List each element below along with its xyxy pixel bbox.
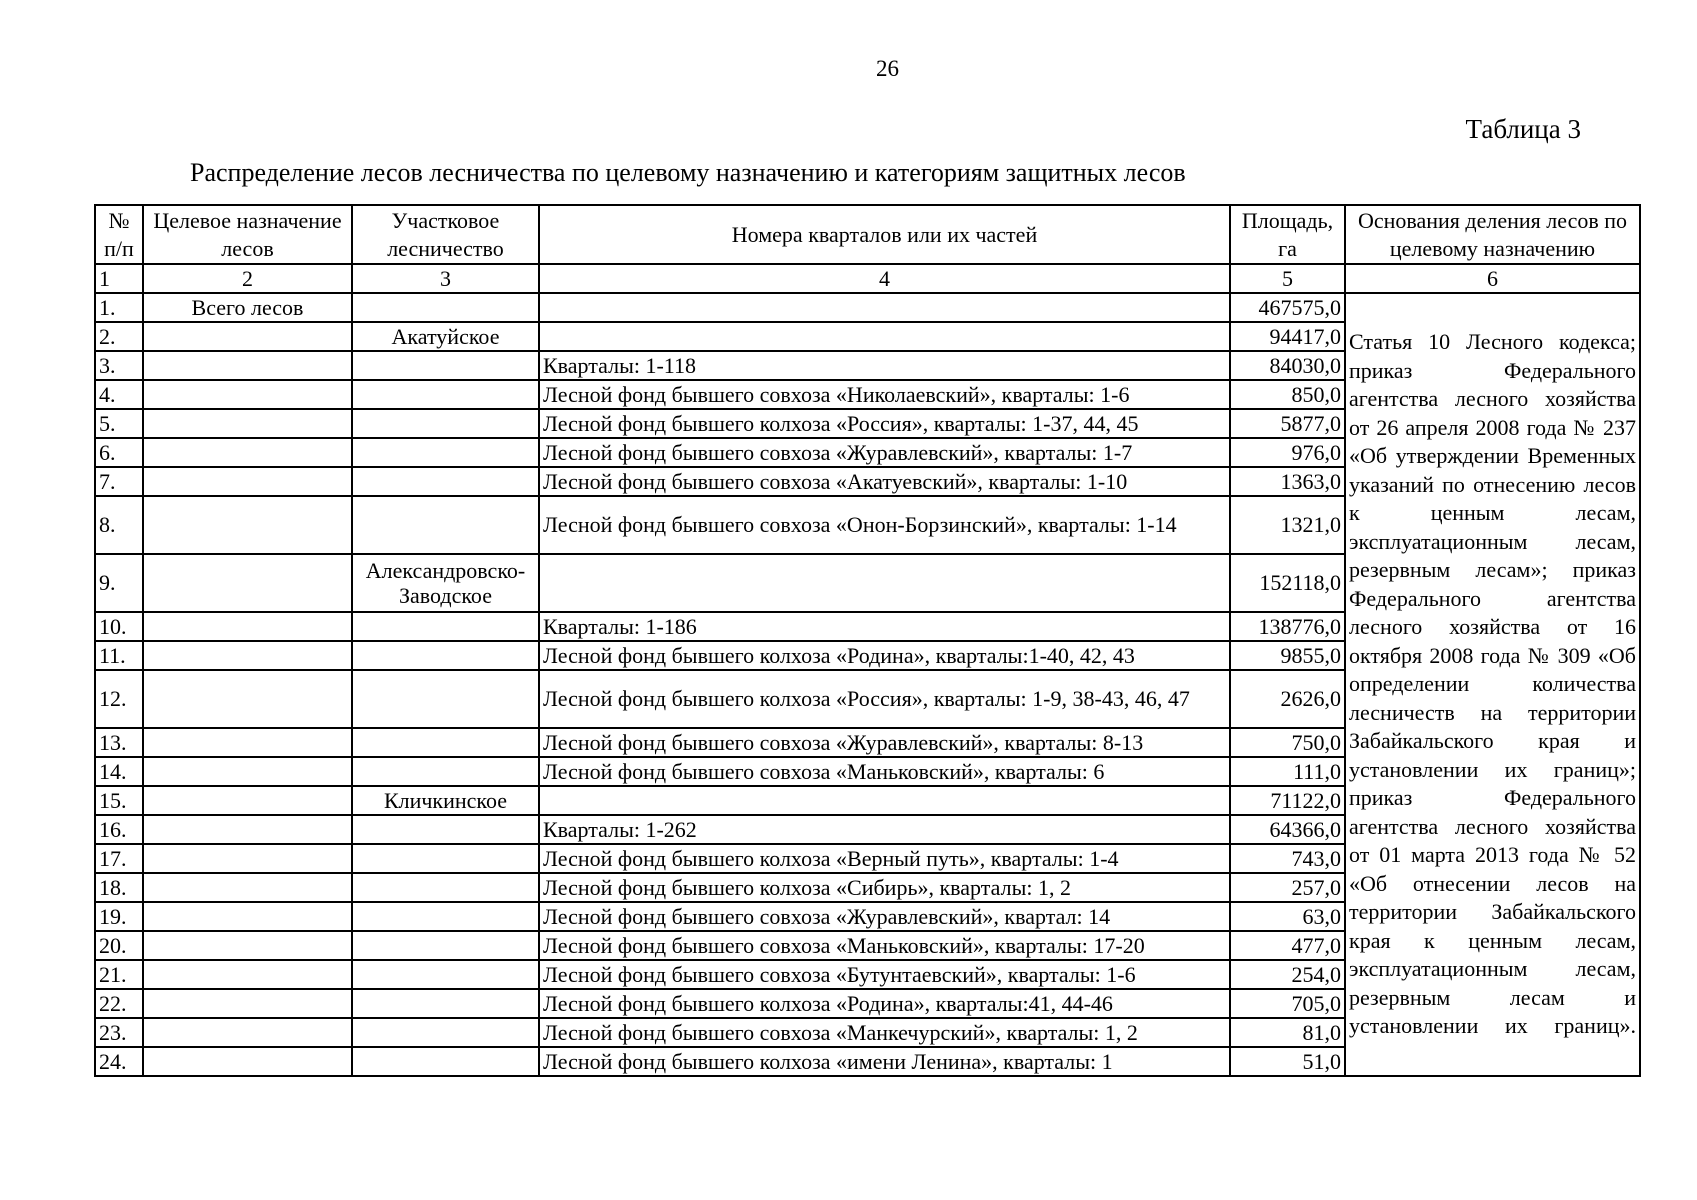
quarters-cell: Лесной фонд бывшего колхоза «Родина», кварталы:41, 44-46 xyxy=(539,989,1230,1018)
row-number-cell: 10. xyxy=(95,612,143,641)
district-cell xyxy=(352,815,539,844)
purpose-cell xyxy=(143,844,352,873)
district-cell xyxy=(352,380,539,409)
column-index-cell: 4 xyxy=(539,264,1230,293)
district-cell xyxy=(352,351,539,380)
purpose-cell xyxy=(143,815,352,844)
district-cell xyxy=(352,641,539,670)
district-cell xyxy=(352,293,539,322)
area-cell: 1363,0 xyxy=(1230,467,1345,496)
area-cell: 254,0 xyxy=(1230,960,1345,989)
purpose-cell xyxy=(143,873,352,902)
row-number-cell: 21. xyxy=(95,960,143,989)
purpose-cell xyxy=(143,554,352,612)
quarters-cell xyxy=(539,293,1230,322)
row-number-cell: 19. xyxy=(95,902,143,931)
district-cell xyxy=(352,902,539,931)
header-basis: Основания деления лесов по целевому назначению xyxy=(1345,205,1640,264)
row-number-cell: 18. xyxy=(95,873,143,902)
row-number-cell: 8. xyxy=(95,496,143,554)
purpose-cell xyxy=(143,351,352,380)
area-cell: 5877,0 xyxy=(1230,409,1345,438)
document-title: Распределение лесов лесничества по целевому назначению и категориям защитных лесов xyxy=(190,158,1186,187)
table-header-row xyxy=(95,205,1640,264)
row-number-cell: 1. xyxy=(95,293,143,322)
area-cell: 51,0 xyxy=(1230,1047,1345,1076)
area-cell: 81,0 xyxy=(1230,1018,1345,1047)
quarters-cell: Лесной фонд бывшего совхоза «Журавлевский», кварталы: 1-7 xyxy=(539,438,1230,467)
district-cell xyxy=(352,960,539,989)
quarters-cell: Лесной фонд бывшего совхоза «Манкечурский», кварталы: 1, 2 xyxy=(539,1018,1230,1047)
district-cell xyxy=(352,844,539,873)
purpose-cell xyxy=(143,757,352,786)
quarters-cell: Лесной фонд бывшего совхоза «Маньковский», кварталы: 6 xyxy=(539,757,1230,786)
district-cell xyxy=(352,728,539,757)
header-area: Площадь, га xyxy=(1230,205,1345,264)
quarters-cell: Лесной фонд бывшего совхоза «Бутунтаевский», кварталы: 1-6 xyxy=(539,960,1230,989)
purpose-cell xyxy=(143,496,352,554)
district-cell: Акатуйское xyxy=(352,322,539,351)
area-cell: 1321,0 xyxy=(1230,496,1345,554)
quarters-cell: Лесной фонд бывшего совхоза «Онон-Борзинский», кварталы: 1-14 xyxy=(539,496,1230,554)
table-label: Таблица 3 xyxy=(1465,114,1581,144)
area-cell: 257,0 xyxy=(1230,873,1345,902)
page-number: 26 xyxy=(876,56,899,81)
area-cell: 111,0 xyxy=(1230,757,1345,786)
quarters-cell: Лесной фонд бывшего колхоза «Сибирь», кварталы: 1, 2 xyxy=(539,873,1230,902)
area-cell: 976,0 xyxy=(1230,438,1345,467)
table-body xyxy=(95,264,1640,1076)
area-cell: 705,0 xyxy=(1230,989,1345,1018)
row-number-cell: 11. xyxy=(95,641,143,670)
district-cell xyxy=(352,1018,539,1047)
row-number-cell: 13. xyxy=(95,728,143,757)
district-cell xyxy=(352,873,539,902)
header-num: № п/п xyxy=(95,205,143,264)
quarters-cell: Лесной фонд бывшего колхоза «Верный путь», кварталы: 1-4 xyxy=(539,844,1230,873)
purpose-cell xyxy=(143,380,352,409)
area-cell: 467575,0 xyxy=(1230,293,1345,322)
quarters-cell: Лесной фонд бывшего совхоза «Акатуевский», кварталы: 1-10 xyxy=(539,467,1230,496)
row-number-cell: 17. xyxy=(95,844,143,873)
purpose-cell xyxy=(143,438,352,467)
district-cell xyxy=(352,1047,539,1076)
row-number-cell: 20. xyxy=(95,931,143,960)
district-cell xyxy=(352,757,539,786)
area-cell: 2626,0 xyxy=(1230,670,1345,728)
row-number-cell: 4. xyxy=(95,380,143,409)
quarters-cell xyxy=(539,786,1230,815)
district-cell: Кличкинское xyxy=(352,786,539,815)
district-cell xyxy=(352,496,539,554)
area-cell: 152118,0 xyxy=(1230,554,1345,612)
row-number-cell: 15. xyxy=(95,786,143,815)
row-number-cell: 22. xyxy=(95,989,143,1018)
header-district: Участковое лесничество xyxy=(352,205,539,264)
area-cell: 94417,0 xyxy=(1230,322,1345,351)
header-purpose: Целевое назначение лесов xyxy=(143,205,352,264)
row-number-cell: 16. xyxy=(95,815,143,844)
row-number-cell: 24. xyxy=(95,1047,143,1076)
column-index-row xyxy=(95,264,1640,293)
quarters-cell: Лесной фонд бывшего колхоза «имени Ленина», кварталы: 1 xyxy=(539,1047,1230,1076)
district-cell xyxy=(352,989,539,1018)
purpose-cell xyxy=(143,409,352,438)
quarters-cell: Лесной фонд бывшего колхоза «Родина», кварталы:1-40, 42, 43 xyxy=(539,641,1230,670)
table-row xyxy=(95,293,1640,322)
basis-cell: Статья 10 Лесного кодекса; приказ Федерального агентства лесного хозяйства от 26 апреля 2008 года № 237 «Об утверждении Временных указаний по отнесению лесов к ценным лесам, эксплуатационным лесам, резервным лесам»; приказ Федерального агентства лесного хозяйства от 16 октября 2008 года № 309 «Об определении количества лесничеств на территории Забайкальского края и установлении их границ»; приказ Федерального агентства лесного хозяйства от 01 марта 2013 года № 52 «Об отнесении лесов на территории Забайкальского края к ценным лесам, эксплуатационным лесам, резервным лесам и установлении их границ». xyxy=(1345,293,1640,1076)
district-cell xyxy=(352,438,539,467)
row-number-cell: 3. xyxy=(95,351,143,380)
purpose-cell xyxy=(143,641,352,670)
row-number-cell: 23. xyxy=(95,1018,143,1047)
area-cell: 84030,0 xyxy=(1230,351,1345,380)
purpose-cell xyxy=(143,786,352,815)
district-cell xyxy=(352,931,539,960)
area-cell: 750,0 xyxy=(1230,728,1345,757)
quarters-cell: Кварталы: 1-118 xyxy=(539,351,1230,380)
purpose-cell xyxy=(143,728,352,757)
quarters-cell xyxy=(539,322,1230,351)
purpose-cell xyxy=(143,960,352,989)
column-index-cell: 5 xyxy=(1230,264,1345,293)
district-cell xyxy=(352,467,539,496)
column-index-cell: 6 xyxy=(1345,264,1640,293)
purpose-cell xyxy=(143,612,352,641)
area-cell: 850,0 xyxy=(1230,380,1345,409)
row-number-cell: 14. xyxy=(95,757,143,786)
row-number-cell: 7. xyxy=(95,467,143,496)
district-cell xyxy=(352,409,539,438)
purpose-cell: Всего лесов xyxy=(143,293,352,322)
district-cell xyxy=(352,670,539,728)
row-number-cell: 9. xyxy=(95,554,143,612)
row-number-cell: 6. xyxy=(95,438,143,467)
purpose-cell xyxy=(143,931,352,960)
area-cell: 477,0 xyxy=(1230,931,1345,960)
column-index-cell: 2 xyxy=(143,264,352,293)
area-cell: 138776,0 xyxy=(1230,612,1345,641)
quarters-cell xyxy=(539,554,1230,612)
row-number-cell: 2. xyxy=(95,322,143,351)
column-index-cell: 3 xyxy=(352,264,539,293)
purpose-cell xyxy=(143,1047,352,1076)
quarters-cell: Лесной фонд бывшего совхоза «Николаевский», кварталы: 1-6 xyxy=(539,380,1230,409)
quarters-cell: Кварталы: 1-186 xyxy=(539,612,1230,641)
quarters-cell: Лесной фонд бывшего колхоза «Россия», кварталы: 1-9, 38-43, 46, 47 xyxy=(539,670,1230,728)
quarters-cell: Лесной фонд бывшего колхоза «Россия», кварталы: 1-37, 44, 45 xyxy=(539,409,1230,438)
row-number-cell: 12. xyxy=(95,670,143,728)
quarters-cell: Лесной фонд бывшего совхоза «Маньковский», кварталы: 17-20 xyxy=(539,931,1230,960)
area-cell: 743,0 xyxy=(1230,844,1345,873)
purpose-cell xyxy=(143,989,352,1018)
purpose-cell xyxy=(143,1018,352,1047)
area-cell: 63,0 xyxy=(1230,902,1345,931)
quarters-cell: Лесной фонд бывшего совхоза «Журавлевский», кварталы: 8-13 xyxy=(539,728,1230,757)
quarters-cell: Кварталы: 1-262 xyxy=(539,815,1230,844)
purpose-cell xyxy=(143,322,352,351)
district-cell xyxy=(352,612,539,641)
purpose-cell xyxy=(143,670,352,728)
area-cell: 71122,0 xyxy=(1230,786,1345,815)
purpose-cell xyxy=(143,902,352,931)
area-cell: 9855,0 xyxy=(1230,641,1345,670)
area-cell: 64366,0 xyxy=(1230,815,1345,844)
quarters-cell: Лесной фонд бывшего совхоза «Журавлевский», квартал: 14 xyxy=(539,902,1230,931)
forest-distribution-table xyxy=(94,204,1641,1077)
row-number-cell: 5. xyxy=(95,409,143,438)
purpose-cell xyxy=(143,467,352,496)
header-quarters: Номера кварталов или их частей xyxy=(539,205,1230,264)
district-cell: Александровско-Заводское xyxy=(352,554,539,612)
column-index-cell: 1 xyxy=(95,264,143,293)
